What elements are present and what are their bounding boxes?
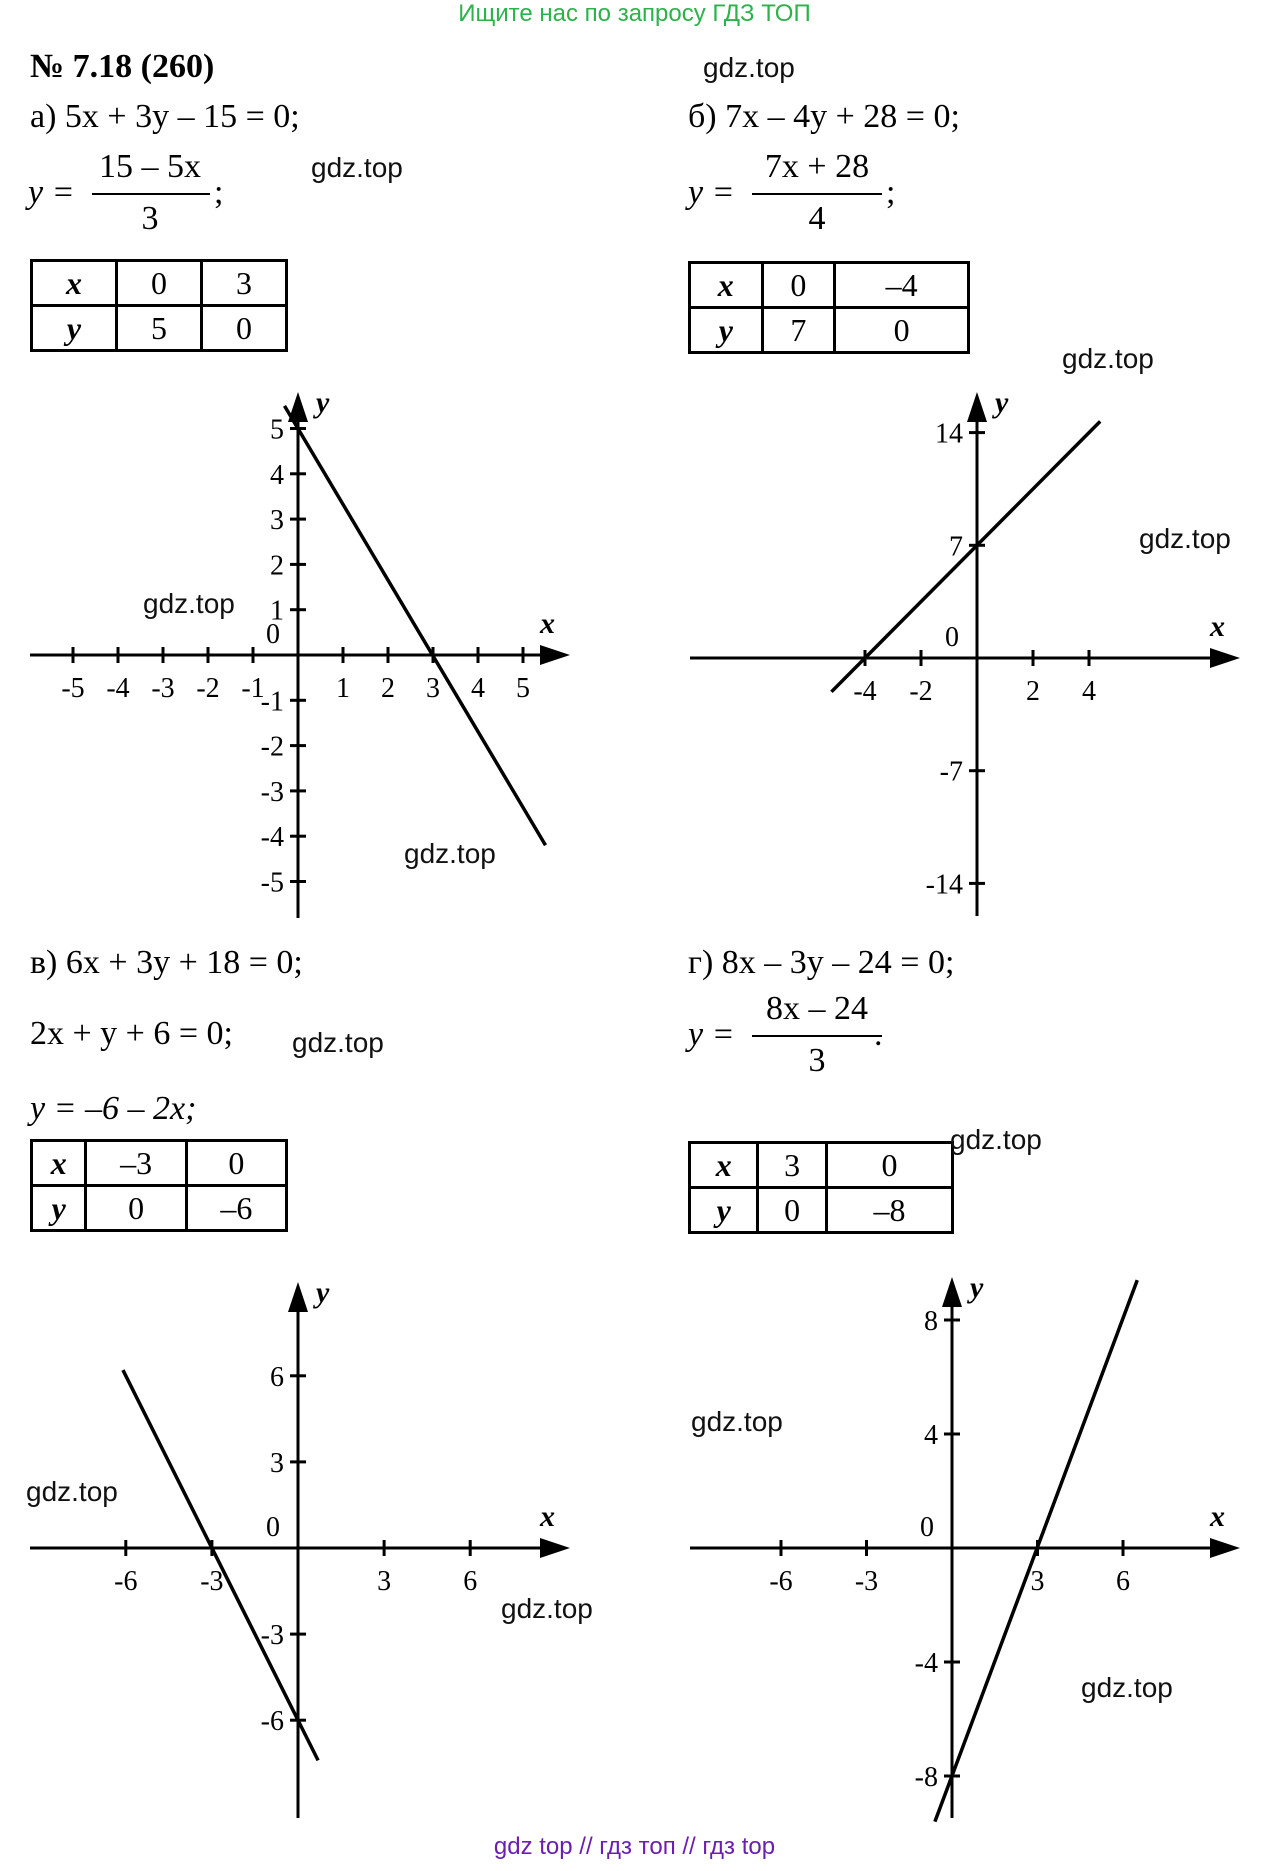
table-cell: –8: [826, 1188, 952, 1233]
part-a-tail: ;: [214, 174, 224, 211]
table-cell: 0: [117, 261, 202, 306]
table-cell: –6: [186, 1186, 286, 1231]
part-b-numerator: 7x + 28: [764, 148, 870, 185]
table-cell: 3: [202, 261, 287, 306]
y-tick-label: -4: [260, 822, 284, 854]
y-tick-label: -2: [260, 731, 284, 763]
part-a-numerator: 15 – 5x: [99, 148, 201, 185]
x-axis-label: x: [540, 1500, 555, 1533]
x-tick-label: 4: [1082, 676, 1096, 707]
y-tick-label: 4: [270, 459, 284, 491]
part-b-label: б): [688, 98, 717, 135]
y-tick-label: 3: [270, 1447, 284, 1479]
x-tick-label: 6: [463, 1566, 478, 1597]
y-axis-label: y: [316, 386, 330, 419]
y-tick-label: -7: [939, 756, 963, 788]
x-tick-label: 2: [381, 673, 395, 704]
y-tick-label: 1: [270, 595, 284, 627]
origin-label: 0: [920, 1512, 934, 1543]
x-tick-label: -5: [61, 673, 85, 704]
table-head-y: y: [690, 308, 763, 353]
x-tick-label: -1: [241, 673, 265, 704]
origin-label: 0: [266, 619, 280, 650]
y-tick-label: 14: [935, 418, 963, 450]
y-tick-label: 2: [270, 550, 284, 582]
y-tick-label: 5: [270, 414, 284, 446]
table-cell: 0: [202, 306, 287, 351]
problem-title: № 7.18 (260): [30, 48, 215, 85]
x-tick-label: 2: [1026, 676, 1040, 707]
table-head-x: x: [690, 1143, 758, 1188]
part-d-denominator: 3: [808, 1042, 826, 1079]
graph-line: [935, 1280, 1137, 1822]
y-tick-label: 6: [270, 1361, 284, 1393]
part-a-y-equals: y =: [28, 174, 75, 211]
table-cell: –4: [835, 263, 969, 308]
watermark: gdz.top: [950, 1124, 1042, 1155]
table-head-y: y: [690, 1188, 758, 1233]
watermark: gdz.top: [143, 588, 235, 619]
table-cell: 3: [758, 1143, 826, 1188]
y-tick-label: -5: [260, 867, 284, 899]
part-d-tail: .: [874, 1016, 883, 1053]
watermark: gdz.top: [1139, 523, 1231, 554]
y-tick-label: -6: [260, 1706, 284, 1738]
x-tick-label: -6: [769, 1566, 793, 1597]
y-tick-label: 8: [924, 1306, 938, 1337]
watermark: gdz.top: [311, 152, 403, 183]
y-tick-label: 4: [924, 1420, 938, 1451]
table-cell: 5: [117, 306, 202, 351]
table-cell: 0: [86, 1186, 186, 1231]
x-tick-label: -2: [196, 673, 220, 704]
table-cell: 0: [758, 1188, 826, 1233]
part-a-label: а): [30, 98, 57, 135]
table-cell: 0: [835, 308, 969, 353]
y-tick-label: -3: [260, 776, 284, 808]
table-head-y: y: [32, 306, 117, 351]
y-tick-label: -8: [914, 1762, 938, 1793]
table-cell: –3: [86, 1141, 186, 1186]
watermark: gdz.top: [26, 1476, 118, 1507]
y-tick-label: -1: [260, 686, 284, 718]
x-axis-arrow-icon: [1210, 1538, 1240, 1558]
x-tick-label: 4: [471, 673, 485, 704]
origin-label: 0: [945, 622, 959, 653]
part-d-numerator: 8x – 24: [766, 990, 868, 1027]
origin-label: 0: [266, 1512, 280, 1543]
watermark: gdz.top: [292, 1027, 384, 1058]
part-d-eq-text: 8x – 3y – 24 = 0;: [721, 944, 955, 981]
x-tick-label: -6: [114, 1566, 138, 1597]
y-axis-label: y: [316, 1276, 330, 1309]
part-b-y-equals: y =: [688, 174, 735, 211]
part-d-y-equals: y =: [688, 1016, 735, 1053]
x-axis-label: x: [540, 607, 555, 640]
part-a-denominator: 3: [141, 200, 159, 237]
part-c-step2: 2x + y + 6 = 0;: [30, 1015, 233, 1052]
table-cell: 7: [762, 308, 835, 353]
part-c-label: в): [30, 944, 58, 981]
y-tick-label: 7: [949, 531, 963, 563]
table-head-x: x: [690, 263, 763, 308]
part-a-eq-text: 5x + 3y – 15 = 0;: [64, 98, 300, 135]
x-tick-label: -4: [853, 676, 877, 707]
x-tick-label: 5: [516, 673, 530, 704]
table-cell: 0: [826, 1143, 952, 1188]
x-axis-label: x: [1210, 610, 1225, 643]
x-tick-label: -4: [106, 673, 130, 704]
watermark: gdz.top: [404, 838, 496, 869]
part-b-denominator: 4: [808, 200, 826, 237]
part-c-eq-text: 6x + 3y + 18 = 0;: [65, 944, 303, 981]
table-cell: 0: [186, 1141, 286, 1186]
y-tick-label: -4: [914, 1648, 938, 1679]
part-c-step3: y = –6 – 2x;: [30, 1090, 197, 1127]
x-tick-label: 3: [377, 1566, 392, 1597]
watermark: gdz.top: [703, 52, 795, 83]
watermark: gdz.top: [1081, 1672, 1173, 1703]
x-tick-label: 3: [1030, 1566, 1045, 1597]
watermark: gdz.top: [501, 1593, 593, 1624]
x-tick-label: 6: [1116, 1566, 1130, 1597]
watermark: gdz.top: [691, 1406, 783, 1437]
part-b-tail: ;: [886, 174, 896, 211]
footer-links[interactable]: gdz top // гдз топ // гдз top: [493, 1833, 776, 1860]
watermark: gdz.top: [1062, 343, 1154, 374]
x-tick-label: 3: [426, 673, 440, 704]
y-axis-arrow-icon: [942, 1277, 962, 1307]
x-tick-label: -3: [151, 673, 175, 704]
x-tick-label: 1: [336, 673, 350, 704]
y-tick-label: 3: [270, 505, 284, 537]
table-cell: 0: [762, 263, 835, 308]
table-head-y: y: [32, 1186, 86, 1231]
table-head-x: x: [32, 261, 117, 306]
y-axis-label: y: [970, 1271, 984, 1304]
x-tick-label: -3: [200, 1566, 224, 1597]
y-tick-label: -14: [925, 869, 963, 901]
x-tick-label: -2: [909, 676, 933, 707]
table-head-x: x: [32, 1141, 86, 1186]
y-tick-label: -3: [260, 1620, 284, 1652]
x-axis-label: x: [1210, 1500, 1225, 1533]
x-tick-label: -3: [854, 1566, 879, 1597]
y-axis-label: y: [995, 386, 1009, 419]
top-banner[interactable]: Ищите нас по запросу ГДЗ ТОП: [458, 0, 811, 27]
part-d-label: г): [688, 944, 714, 981]
part-b-eq-text: 7x – 4y + 28 = 0;: [725, 98, 960, 135]
